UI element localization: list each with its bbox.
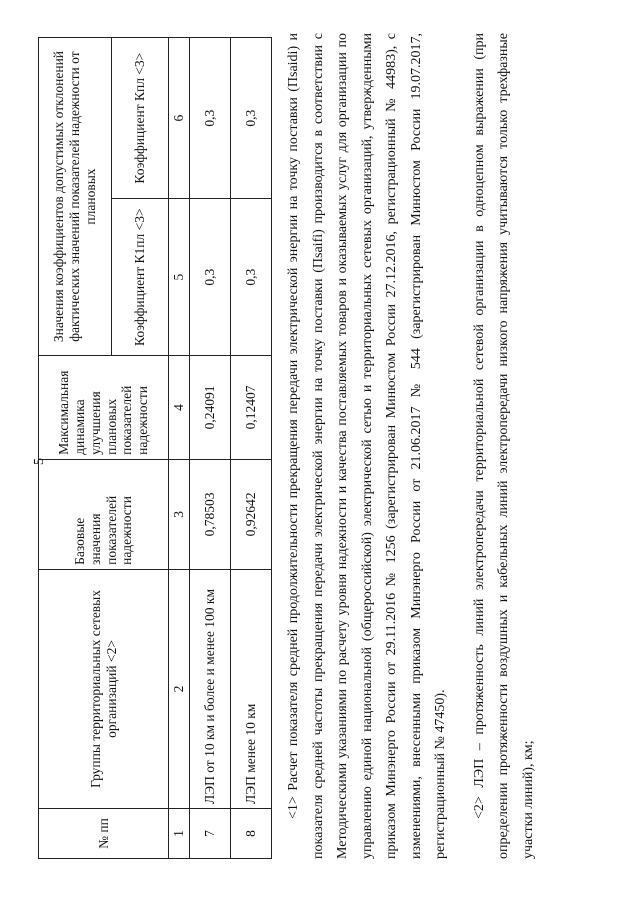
- index-cell: 5: [169, 199, 190, 356]
- page-number: 5: [32, 458, 47, 465]
- header-max: Максимальная динамика улучшения плановых показателей надежности: [39, 356, 169, 460]
- footnotes: [282, 33, 541, 859]
- row-base: 0,78503: [190, 459, 231, 569]
- header-km: Коэффициент Кпл <3>: [112, 38, 169, 199]
- reliability-table: [38, 37, 272, 859]
- header-base: Базовые значения показателей надежности: [39, 459, 169, 569]
- row-group: ЛЭП от 10 км и более и менее 100 км: [190, 569, 231, 808]
- row-group: ЛЭП менее 10 км: [231, 569, 272, 808]
- row-k1: 0,3: [231, 199, 272, 356]
- table-row: [231, 38, 272, 859]
- header-k1: Коэффициент К1пл <3>: [112, 199, 169, 356]
- index-cell: 4: [169, 356, 190, 460]
- row-num: 8: [231, 808, 272, 858]
- index-cell: 2: [169, 569, 190, 808]
- header-num: № пп: [39, 808, 169, 858]
- header-group: Группы территориальных сетевых организаций <2>: [39, 569, 169, 808]
- table-index-row: [169, 38, 190, 859]
- row-max: 0,24091: [190, 356, 231, 460]
- row-k1: 0,3: [190, 199, 231, 356]
- row-km: 0,3: [231, 38, 272, 199]
- table-header-row: [39, 38, 112, 859]
- row-km: 0,3: [190, 38, 231, 199]
- row-max: 0,12407: [231, 356, 272, 460]
- footnote-1: <1> Расчет показателя средней продолжительности прекращения передачи электрической энергии на точку поставки (Пsaidi) и показателя средней частоты прекращения передачи электрической энергии на точку поставки (Пsaifi) производится в соответствии с Методическими указаниями по расчету уровня надежности и качества поставляемых товаров и оказываемых услуг для организации по управлению единой национальной (общероссийской) электрической сетью и территориальных сетевых организаций, утвержденными приказом Минэнерго России от 29.11.2016 № 1256 (зарегистрирован Минюстом России 27.12.2016, регистрационный № 44983), с изменениями, внесенными приказом Минэнерго России от 21.06.2017 № 544 (зарегистрирован Минюстом России 19.07.2017, регистрационный № 47450).: [286, 33, 448, 859]
- row-base: 0,92642: [231, 459, 272, 569]
- footnote-2: <2> ЛЭП – протяженность линий электропередачи территориальной сетевой организации в одноцепном выражении (при определении протяженности воздушных и кабельных линий электропередачи низкого напряжения учитываются только трехфазные участки линий), км;: [471, 33, 536, 859]
- header-coef-group: Значения коэффициентов допустимых отклонений фактических значений показателей надежности от плановых: [39, 38, 112, 356]
- row-num: 7: [190, 808, 231, 858]
- index-cell: 1: [169, 808, 190, 858]
- index-cell: 6: [169, 38, 190, 199]
- table-row: [190, 38, 231, 859]
- index-cell: 3: [169, 459, 190, 569]
